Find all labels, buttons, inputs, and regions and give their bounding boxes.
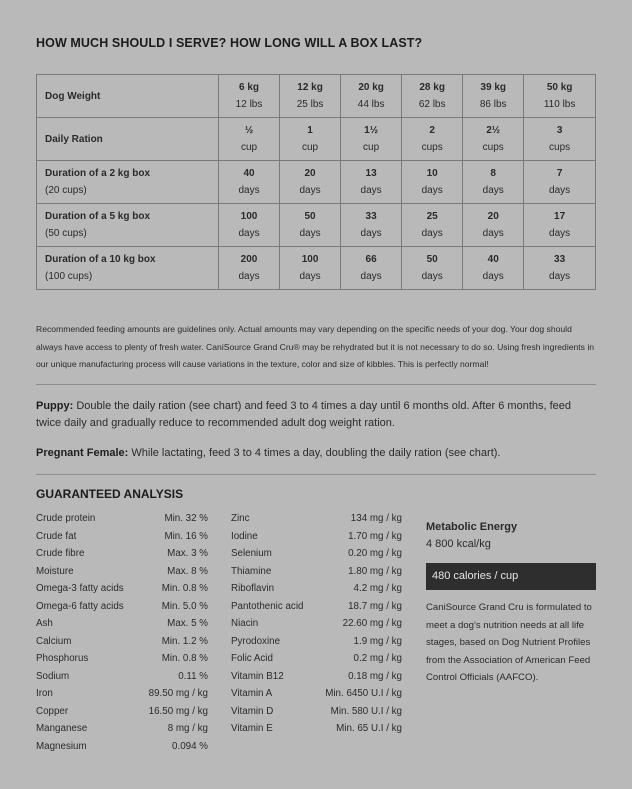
- cell-value: 3: [556, 125, 563, 136]
- row-header: [37, 161, 219, 204]
- cell-value: 100: [301, 254, 319, 265]
- cell-value: 100: [240, 211, 258, 222]
- cell-value: 10: [426, 168, 438, 179]
- nutrient-row: [231, 510, 402, 528]
- table-cell: [341, 75, 402, 118]
- cell-value: 33: [554, 254, 566, 265]
- table-cell: [463, 204, 524, 247]
- nutrient-value: Min. 65 U.I / kg: [336, 723, 402, 734]
- table-cell: [524, 161, 596, 204]
- nutrient-value: 1.70 mg / kg: [348, 530, 402, 542]
- nutrient-row: [36, 650, 208, 668]
- nutrient-name: Copper: [36, 705, 69, 717]
- cell-unit: days: [360, 185, 382, 196]
- nutrient-row: [36, 633, 208, 651]
- nutrient-name: Crude protein: [36, 513, 96, 524]
- nutrient-name: Folic Acid: [231, 653, 273, 664]
- nutrient-name: Thiamine: [231, 565, 272, 577]
- nutrient-name: Selenium: [231, 548, 272, 559]
- table-cell: [341, 247, 402, 290]
- nutrient-value: 18.7 mg / kg: [348, 600, 402, 612]
- cell-value: 1: [307, 125, 313, 136]
- row-label: Dog Weight: [45, 90, 101, 102]
- cell-value: 8: [490, 168, 496, 179]
- cell-unit: days: [238, 271, 260, 282]
- nutrient-row: [36, 580, 208, 598]
- nutrient-row: [36, 738, 208, 756]
- row-label: Duration of a 2 kg box: [45, 168, 151, 179]
- pregnant-label: Pregnant Female:: [36, 447, 129, 459]
- cell-unit: days: [482, 271, 504, 282]
- nutrient-name: Pyrodoxine: [231, 635, 281, 647]
- energy-value: 4 800 kcal/kg: [426, 538, 491, 550]
- table-cell: [219, 247, 280, 290]
- nutrient-row: [231, 580, 402, 598]
- nutrient-name: Vitamin B12: [231, 670, 284, 682]
- cell-value: 7: [556, 168, 563, 179]
- nutrient-value: Min. 32 %: [164, 513, 208, 524]
- table-cell: [463, 161, 524, 204]
- table-row: [37, 161, 596, 204]
- cell-unit: days: [421, 228, 443, 239]
- cell-value: 12 kg: [297, 82, 323, 93]
- cell-unit: cup: [302, 142, 319, 153]
- nutrient-value: 22.60 mg / kg: [342, 618, 402, 629]
- nutrient-name: Vitamin E: [231, 723, 273, 734]
- cell-value: 13: [365, 168, 377, 179]
- cell-value: 25: [426, 211, 438, 222]
- table-cell: [463, 247, 524, 290]
- nutrient-value: 0.18 mg / kg: [348, 670, 402, 682]
- nutrient-row: [231, 685, 402, 703]
- cell-value: 66: [365, 254, 377, 265]
- cell-unit: days: [482, 228, 504, 239]
- table-cell: [280, 75, 341, 118]
- cell-value: 1½: [364, 125, 379, 136]
- table-cell: [280, 247, 341, 290]
- table-cell: [219, 204, 280, 247]
- nutrient-value: Max. 5 %: [167, 618, 208, 629]
- nutrient-row: [231, 528, 402, 546]
- row-header: [37, 247, 219, 290]
- cell-value: 33: [365, 211, 377, 222]
- cell-value: 6 kg: [239, 82, 260, 93]
- energy-panel: [426, 519, 596, 687]
- table-cell: [524, 247, 596, 290]
- nutrient-value: 0.20 mg / kg: [348, 548, 402, 559]
- nutrient-row: [231, 703, 402, 721]
- nutrient-value: 16.50 mg / kg: [148, 705, 208, 717]
- cell-value: 20: [487, 211, 499, 222]
- table-cell: [219, 161, 280, 204]
- nutrient-value: 1.9 mg / kg: [353, 635, 402, 647]
- nutrient-name: Iron: [36, 688, 53, 699]
- cell-unit: days: [238, 228, 260, 239]
- cell-value: 40: [243, 168, 255, 179]
- nutrient-column-1: [36, 510, 208, 755]
- cell-unit: days: [360, 271, 382, 282]
- energy-description: CaniSource Grand Cru is formulated to meet a dog's nutrition needs at all life stages, based on Dog Nutrient Profiles from the Association of American Feed Control Officials (AAFCO).: [426, 602, 592, 683]
- cell-value: 2: [429, 125, 435, 136]
- nutrient-value: Min. 0.8 %: [161, 583, 208, 594]
- nutrient-value: Min. 0.8 %: [161, 653, 208, 664]
- cell-unit: days: [299, 228, 321, 239]
- puppy-paragraph: [36, 398, 596, 432]
- divider: [36, 384, 596, 385]
- nutrient-row: [231, 668, 402, 686]
- nutrient-value: Min. 16 %: [164, 530, 208, 542]
- nutrient-value: Min. 1.2 %: [161, 635, 208, 647]
- cell-value: 39 kg: [480, 82, 506, 93]
- nutrient-row: [231, 615, 402, 633]
- table-cell: [402, 75, 463, 118]
- table-cell: [280, 204, 341, 247]
- table-cell: [402, 247, 463, 290]
- cell-unit: days: [299, 271, 321, 282]
- puppy-label: Puppy:: [36, 400, 74, 412]
- cell-value: 40: [487, 254, 499, 265]
- table-cell: [463, 75, 524, 118]
- nutrient-row: [36, 563, 208, 581]
- cell-value: 50: [304, 211, 316, 222]
- table-cell: [402, 204, 463, 247]
- calories-badge: 480 calories / cup: [426, 563, 596, 590]
- cell-value: 2½: [486, 125, 501, 136]
- energy-label: Metabolic Energy: [426, 521, 518, 533]
- cell-unit: 110 lbs: [543, 99, 576, 110]
- nutrient-value: 134 mg / kg: [350, 513, 402, 524]
- row-sublabel: (20 cups): [45, 185, 87, 196]
- nutrient-row: [36, 510, 208, 528]
- nutrient-name: Sodium: [36, 670, 70, 682]
- table-cell: [463, 118, 524, 161]
- row-label: Duration of a 10 kg box: [45, 254, 156, 265]
- pregnant-text: While lactating, feed 3 to 4 times a day, doubling the daily ration (see chart).: [128, 447, 501, 459]
- cell-unit: days: [549, 185, 571, 196]
- nutrient-name: Crude fibre: [36, 548, 85, 559]
- page-title: HOW MUCH SHOULD I SERVE? HOW LONG WILL A BOX LAST?: [36, 36, 423, 50]
- cell-unit: cup: [363, 142, 380, 153]
- cell-unit: cups: [482, 142, 504, 153]
- cell-unit: days: [549, 228, 571, 239]
- cell-value: 200: [240, 254, 258, 265]
- cell-unit: 44 lbs: [357, 99, 385, 110]
- nutrient-value: 8 mg / kg: [167, 723, 208, 734]
- pregnant-paragraph: [36, 445, 596, 462]
- table-cell: [524, 118, 596, 161]
- table-row: [37, 247, 596, 290]
- nutrient-row: [36, 615, 208, 633]
- cell-unit: days: [238, 185, 260, 196]
- cell-value: 50: [426, 254, 438, 265]
- nutrient-row: [36, 528, 208, 546]
- nutrient-row: [231, 545, 402, 563]
- cell-unit: days: [421, 271, 443, 282]
- row-label: Duration of a 5 kg box: [45, 211, 151, 222]
- nutrient-value: Max. 3 %: [167, 548, 208, 559]
- nutrient-name: Iodine: [231, 530, 258, 542]
- table-cell: [524, 75, 596, 118]
- nutrient-value: 1.80 mg / kg: [348, 565, 402, 577]
- nutrient-name: Crude fat: [36, 530, 77, 542]
- nutrient-name: Magnesium: [36, 740, 87, 752]
- nutrient-value: Min. 5.0 %: [161, 600, 208, 612]
- nutrient-name: Niacin: [231, 618, 259, 629]
- nutrient-name: Manganese: [36, 723, 88, 734]
- table-cell: [524, 204, 596, 247]
- row-label: Daily Ration: [45, 133, 103, 145]
- nutrient-value: 0.094 %: [172, 740, 208, 752]
- cell-unit: 62 lbs: [418, 99, 446, 110]
- nutrient-row: [231, 598, 402, 616]
- puppy-text: Double the daily ration (see chart) and feed 3 to 4 times a day until 6 months old. After 6 months, feed twice daily and gradually reduce to recommended adult dog weight ration.: [36, 400, 572, 429]
- cell-unit: cups: [421, 142, 443, 153]
- nutrient-name: Calcium: [36, 635, 72, 647]
- row-sublabel: (100 cups): [45, 271, 93, 282]
- serving-table: [36, 74, 596, 290]
- nutrient-name: Vitamin D: [231, 705, 274, 717]
- nutrient-row: [36, 668, 208, 686]
- cell-value: 50 kg: [546, 82, 573, 93]
- cell-unit: days: [421, 185, 443, 196]
- nutrient-value: Min. 580 U.I / kg: [330, 705, 402, 717]
- table-cell: [219, 75, 280, 118]
- nutrient-row: [36, 598, 208, 616]
- nutrient-name: Omega-6 fatty acids: [36, 600, 124, 612]
- nutrient-name: Moisture: [36, 565, 74, 577]
- nutrient-value: 4.2 mg / kg: [353, 583, 402, 594]
- nutrient-row: [231, 563, 402, 581]
- row-header: [37, 118, 219, 161]
- table-cell: [341, 118, 402, 161]
- nutrient-row: [36, 545, 208, 563]
- nutrient-name: Riboflavin: [231, 583, 275, 594]
- nutrient-value: 89.50 mg / kg: [148, 688, 208, 699]
- cell-value: 28 kg: [419, 82, 445, 93]
- nutrient-name: Ash: [36, 618, 53, 629]
- nutrient-row: [231, 633, 402, 651]
- nutrient-value: 0.2 mg / kg: [353, 653, 402, 664]
- table-row: [37, 75, 596, 118]
- nutrient-row: [36, 720, 208, 738]
- table-cell: [280, 118, 341, 161]
- table-cell: [341, 204, 402, 247]
- nutrient-name: Phosphorus: [36, 653, 89, 664]
- cell-value: ½: [244, 125, 254, 136]
- feeding-note: Recommended feeding amounts are guidelines only. Actual amounts may vary depending on the specific needs of your dog. Your dog should always have access to plenty of fresh water. CaniSource Grand Cru® may be rehydrated but it is not necessary to do so. Using fresh ingredients in our unique manufacturing process will cause variations in the texture, color and size of kibbles. This is perfectly normal!: [36, 324, 595, 369]
- cell-value: 17: [554, 211, 566, 222]
- analysis-title: GUARANTEED ANALYSIS: [36, 487, 184, 501]
- nutrient-value: Min. 6450 U.I / kg: [325, 688, 402, 699]
- table-cell: [219, 118, 280, 161]
- nutrient-row: [231, 720, 402, 738]
- cell-unit: days: [482, 185, 504, 196]
- table-cell: [341, 161, 402, 204]
- table-row: [37, 204, 596, 247]
- cell-unit: 12 lbs: [235, 99, 263, 110]
- nutrient-name: Omega-3 fatty acids: [36, 583, 124, 594]
- nutrient-value: Max. 8 %: [167, 565, 208, 577]
- nutrient-name: Vitamin A: [231, 688, 273, 699]
- cell-unit: 25 lbs: [296, 99, 324, 110]
- row-header: [37, 75, 219, 118]
- row-header: [37, 204, 219, 247]
- row-sublabel: (50 cups): [45, 228, 87, 239]
- nutrient-name: Pantothenic acid: [231, 600, 304, 612]
- table-cell: [280, 161, 341, 204]
- nutrient-row: [231, 650, 402, 668]
- cell-unit: cup: [240, 142, 258, 153]
- table-cell: [402, 161, 463, 204]
- table-cell: [402, 118, 463, 161]
- nutrient-value: 0.11 %: [178, 670, 208, 682]
- divider: [36, 474, 596, 475]
- nutrient-row: [36, 703, 208, 721]
- cell-unit: days: [299, 185, 321, 196]
- cell-unit: cups: [549, 142, 571, 153]
- cell-unit: 86 lbs: [479, 99, 507, 110]
- cell-unit: days: [549, 271, 571, 282]
- table-row: [37, 118, 596, 161]
- cell-value: 20 kg: [358, 82, 384, 93]
- nutrient-row: [36, 685, 208, 703]
- cell-unit: days: [360, 228, 382, 239]
- nutrient-name: Zinc: [231, 513, 250, 524]
- cell-value: 20: [304, 168, 316, 179]
- nutrient-column-2: [231, 510, 402, 738]
